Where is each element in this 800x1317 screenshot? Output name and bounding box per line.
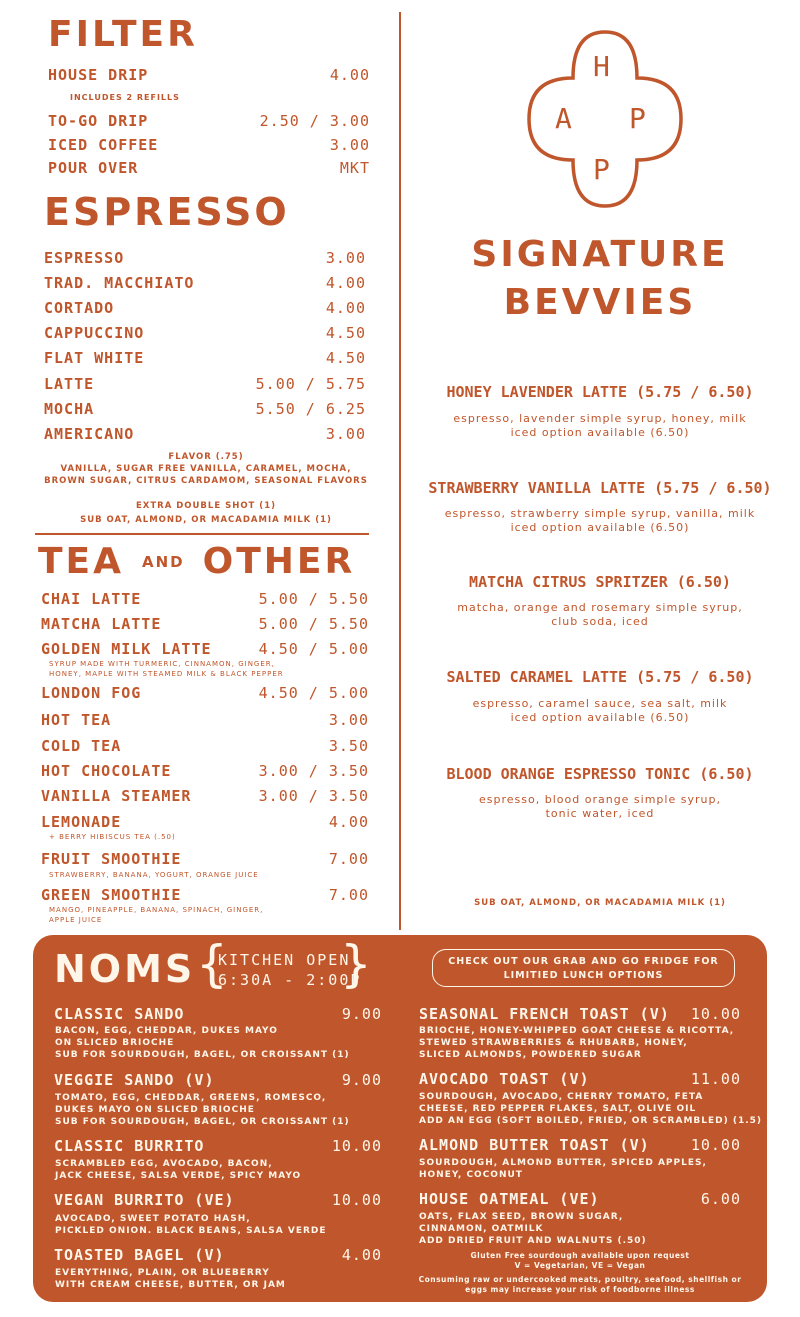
item-price: 4.00 — [325, 274, 366, 292]
food-item-name: VEGGIE SANDO (V) — [54, 1071, 215, 1089]
logo-letter-p: P — [629, 102, 646, 135]
item-name: GREEN SMOOTHIE — [41, 886, 182, 904]
refill-note: INCLUDES 2 REFILLS — [70, 93, 180, 102]
item-price: 5.00 / 5.50 — [258, 615, 369, 633]
signature-item-desc: espresso, blood orange simple syrup, — [479, 793, 721, 806]
item-name: LONDON FOG — [41, 684, 142, 702]
signature-item-title: MATCHA CITRUS SPRITZER (6.50) — [469, 573, 731, 591]
item-name: HOT TEA — [41, 711, 112, 729]
menu-item — [44, 375, 366, 393]
item-name: POUR OVER — [48, 159, 139, 177]
item-price: 7.00 — [328, 850, 369, 868]
item-price: 4.50 / 5.00 — [258, 640, 369, 658]
menu-item — [48, 112, 370, 130]
item-price: 3.00 — [325, 425, 366, 443]
food-item-desc: SOURDOUGH, AVOCADO, CHERRY TOMATO, FETA — [419, 1092, 704, 1102]
item-name: AMERICANO — [44, 425, 135, 443]
food-item-name: AVOCADO TOAST (V) — [419, 1070, 590, 1088]
menu-item — [44, 425, 366, 443]
menu-item — [41, 590, 369, 608]
menu-item — [48, 136, 370, 154]
food-item-name: VEGAN BURRITO (VE) — [54, 1191, 235, 1209]
food-item-desc: JACK CHEESE, SALSA VERDE, SPICY MAYO — [55, 1171, 302, 1181]
filter-heading: FILTER — [48, 14, 198, 55]
hap-logo — [515, 28, 695, 210]
menu-item — [41, 886, 369, 904]
food-warning: Consuming raw or undercooked meats, poultry, seafood, shellfish or — [418, 1275, 742, 1284]
menu-item — [41, 850, 369, 868]
item-name: FRUIT SMOOTHIE — [41, 850, 182, 868]
section-divider — [35, 533, 369, 535]
food-item-desc: STEWED STRAWBERRIES & RHUBARB, HONEY, — [419, 1038, 688, 1048]
item-price: 4.50 / 5.00 — [258, 684, 369, 702]
food-item-name: HOUSE OATMEAL (VE) — [419, 1190, 600, 1208]
kitchen-hours-label: 6:30A - 2:00P — [218, 971, 362, 989]
food-item-price: 10.00 — [690, 1005, 741, 1023]
logo-letter-h: H — [593, 50, 610, 83]
kitchen-open-label: KITCHEN OPEN — [218, 951, 351, 969]
tea-heading-right: OTHER — [202, 541, 356, 582]
food-item-desc: OATS, FLAX SEED, BROWN SUGAR, — [419, 1212, 624, 1222]
logo-letter-a: A — [555, 102, 572, 135]
espresso-heading: ESPRESSO — [44, 190, 290, 234]
menu-item — [41, 787, 369, 805]
tea-heading-and: AND — [142, 552, 185, 571]
food-item-desc: BACON, EGG, CHEDDAR, DUKES MAYO — [55, 1026, 278, 1036]
menu-item — [44, 324, 366, 342]
menu-item — [44, 349, 366, 367]
logo-letter-p: P — [593, 153, 610, 186]
signature-item-desc: espresso, lavender simple syrup, honey, milk — [453, 412, 747, 425]
item-price: 4.00 — [329, 66, 370, 84]
item-name: LEMONADE — [41, 813, 122, 831]
flavor-list: BROWN SUGAR, CITRUS CARDAMOM, SEASONAL FLAVORS — [44, 476, 368, 486]
item-price: 4.00 — [328, 813, 369, 831]
food-item-price: 10.00 — [690, 1136, 741, 1154]
signature-item-desc: iced option available (6.50) — [510, 521, 690, 534]
food-item-price: 9.00 — [341, 1071, 382, 1089]
food-item-desc: SUB FOR SOURDOUGH, BAGEL, OR CROISSANT (1) — [55, 1117, 350, 1127]
item-name: FLAT WHITE — [44, 349, 145, 367]
item-name: HOUSE DRIP — [48, 66, 149, 84]
item-name: ICED COFFEE — [48, 136, 159, 154]
item-name: MATCHA LATTE — [41, 615, 162, 633]
item-price: 4.00 — [325, 299, 366, 317]
item-price: 3.00 / 3.50 — [258, 762, 369, 780]
food-item-price: 9.00 — [341, 1005, 382, 1023]
item-note: MANGO, PINEAPPLE, BANANA, SPINACH, GINGER, — [49, 906, 264, 914]
item-price: 5.00 / 5.50 — [258, 590, 369, 608]
menu-item — [44, 274, 366, 292]
food-item-desc: SOURDOUGH, ALMOND BUTTER, SPICED APPLES, — [419, 1158, 707, 1168]
menu-item — [41, 640, 369, 658]
menu-item — [48, 66, 370, 84]
signature-item-title: HONEY LAVENDER LATTE (5.75 / 6.50) — [446, 383, 754, 401]
milk-sub: SUB OAT, ALMOND, OR MACADAMIA MILK (1) — [80, 515, 332, 525]
food-item-desc: WITH CREAM CHEESE, BUTTER, OR JAM — [55, 1280, 286, 1290]
item-price: 5.00 / 5.75 — [255, 375, 366, 393]
item-price: 3.00 / 3.50 — [258, 787, 369, 805]
signature-item-title: SALTED CARAMEL LATTE (5.75 / 6.50) — [446, 668, 754, 686]
food-item-price: 4.00 — [341, 1246, 382, 1264]
item-price: 3.50 — [328, 737, 369, 755]
item-name: GOLDEN MILK LATTE — [41, 640, 212, 658]
food-item-desc: ADD AN EGG (SOFT BOILED, FRIED, OR SCRAMBLED) (1.5) — [419, 1116, 763, 1126]
signature-item-desc: club soda, iced — [551, 615, 649, 628]
food-item-desc: ON SLICED BRIOCHE — [55, 1038, 175, 1048]
menu-item — [41, 762, 369, 780]
noms-heading: NOMS — [54, 947, 196, 991]
food-item-name: TOASTED BAGEL (V) — [54, 1246, 225, 1264]
milk-sub: SUB OAT, ALMOND, OR MACADAMIA MILK (1) — [474, 898, 726, 908]
food-item-desc: DUKES MAYO ON SLICED BRIOCHE — [55, 1105, 255, 1115]
menu-item — [44, 400, 366, 418]
food-item-price: 10.00 — [331, 1191, 382, 1209]
item-price: 4.50 — [325, 324, 366, 342]
menu-item — [48, 159, 370, 177]
menu-item — [41, 711, 369, 729]
food-item-price: 11.00 — [690, 1070, 741, 1088]
food-item-name: ALMOND BUTTER TOAST (V) — [419, 1136, 650, 1154]
kitchen-brace-right: } — [340, 935, 372, 993]
food-item-desc: EVERYTHING, PLAIN, OR BLUEBERRY — [55, 1268, 270, 1278]
signature-item-desc: iced option available (6.50) — [510, 426, 690, 439]
tea-heading — [38, 541, 355, 582]
food-warning: eggs may increase your risk of foodborne illness — [465, 1285, 695, 1294]
signature-item-desc: matcha, orange and rosemary simple syrup, — [457, 601, 743, 614]
flavor-list: VANILLA, SUGAR FREE VANILLA, CARAMEL, MOCHA, — [60, 464, 352, 474]
food-item-name: SEASONAL FRENCH TOAST (V) — [419, 1005, 670, 1023]
food-item-desc: BRIOCHE, HONEY-WHIPPED GOAT CHEESE & RICOTTA, — [419, 1026, 735, 1036]
menu-item — [41, 615, 369, 633]
kitchen-brace-left: { — [196, 935, 228, 993]
food-item-desc: SCRAMBLED EGG, AVOCADO, BACON, — [55, 1159, 273, 1169]
food-item-desc: AVOCADO, SWEET POTATO HASH, — [55, 1214, 251, 1224]
item-name: ESPRESSO — [44, 249, 125, 267]
item-name: CAPPUCCINO — [44, 324, 145, 342]
food-item-desc: CHEESE, RED PEPPER FLAKES, SALT, OLIVE OIL — [419, 1104, 697, 1114]
signature-item-title: BLOOD ORANGE ESPRESSO TONIC (6.50) — [446, 765, 754, 783]
tea-heading-left: TEA — [38, 541, 125, 582]
menu-item — [44, 249, 366, 267]
food-item-name: CLASSIC BURRITO — [54, 1137, 205, 1155]
signature-heading: BEVVIES — [503, 282, 697, 323]
item-note: APPLE JUICE — [49, 916, 103, 924]
extra-shot: EXTRA DOUBLE SHOT (1) — [136, 501, 276, 511]
food-item-desc: PICKLED ONION. BLACK BEANS, SALSA VERDE — [55, 1226, 327, 1236]
food-item-desc: CINNAMON, OATMILK — [419, 1224, 544, 1234]
item-name: CORTADO — [44, 299, 115, 317]
item-price: 3.00 — [329, 136, 370, 154]
grab-line: CHECK OUT OUR GRAB AND GO FRIDGE FOR — [448, 955, 719, 967]
item-price: MKT — [339, 159, 370, 177]
food-item-desc: HONEY, COCONUT — [419, 1170, 523, 1180]
signature-item-title: STRAWBERRY VANILLA LATTE (5.75 / 6.50) — [428, 479, 772, 497]
signature-item-desc: iced option available (6.50) — [510, 711, 690, 724]
item-note: + BERRY HIBISCUS TEA (.50) — [49, 833, 176, 841]
item-name: CHAI LATTE — [41, 590, 142, 608]
signature-item-desc: espresso, strawberry simple syrup, vanilla, milk — [444, 507, 756, 520]
gluten-free-note: Gluten Free sourdough available upon request — [470, 1251, 690, 1260]
item-name: LATTE — [44, 375, 95, 393]
menu-item — [44, 299, 366, 317]
signature-item-desc: tonic water, iced — [545, 807, 655, 820]
flavor-title: FLAVOR (.75) — [168, 452, 244, 462]
item-name: VANILLA STEAMER — [41, 787, 192, 805]
item-name: MOCHA — [44, 400, 95, 418]
grab-line: LIMITIED LUNCH OPTIONS — [503, 969, 664, 981]
signature-heading: SIGNATURE — [471, 234, 729, 275]
food-item-desc: SUB FOR SOURDOUGH, BAGEL, OR CROISSANT (1) — [55, 1050, 350, 1060]
item-note: HONEY, MAPLE WITH STEAMED MILK & BLACK PEPPER — [49, 670, 284, 678]
signature-item-desc: espresso, caramel sauce, sea salt, milk — [472, 697, 728, 710]
item-note: STRAWBERRY, BANANA, YOGURT, ORANGE JUICE — [49, 871, 259, 879]
menu-item — [41, 737, 369, 755]
food-item-name: CLASSIC SANDO — [54, 1005, 185, 1023]
item-price: 5.50 / 6.25 — [255, 400, 366, 418]
menu-item — [41, 684, 369, 702]
item-name: COLD TEA — [41, 737, 122, 755]
item-price: 7.00 — [328, 886, 369, 904]
item-price: 3.00 — [328, 711, 369, 729]
item-name: TO-GO DRIP — [48, 112, 149, 130]
item-name: TRAD. MACCHIATO — [44, 274, 195, 292]
item-price: 2.50 / 3.00 — [259, 112, 370, 130]
item-price: 3.00 — [325, 249, 366, 267]
item-price: 4.50 — [325, 349, 366, 367]
diet-legend: V = Vegetarian, VE = Vegan — [514, 1261, 646, 1270]
food-item-desc: TOMATO, EGG, CHEDDAR, GREENS, ROMESCO, — [55, 1093, 327, 1103]
item-note: SYRUP MADE WITH TURMERIC, CINNAMON, GINGER, — [49, 660, 275, 668]
item-name: HOT CHOCOLATE — [41, 762, 172, 780]
food-item-desc: SLICED ALMONDS, POWDERED SUGAR — [419, 1050, 642, 1060]
food-item-price: 6.00 — [700, 1190, 741, 1208]
menu-item — [41, 813, 369, 831]
grab-and-go-notice — [432, 949, 735, 987]
food-item-desc: ADD DRIED FRUIT AND WALNUTS (.50) — [419, 1236, 647, 1246]
food-item-price: 10.00 — [331, 1137, 382, 1155]
